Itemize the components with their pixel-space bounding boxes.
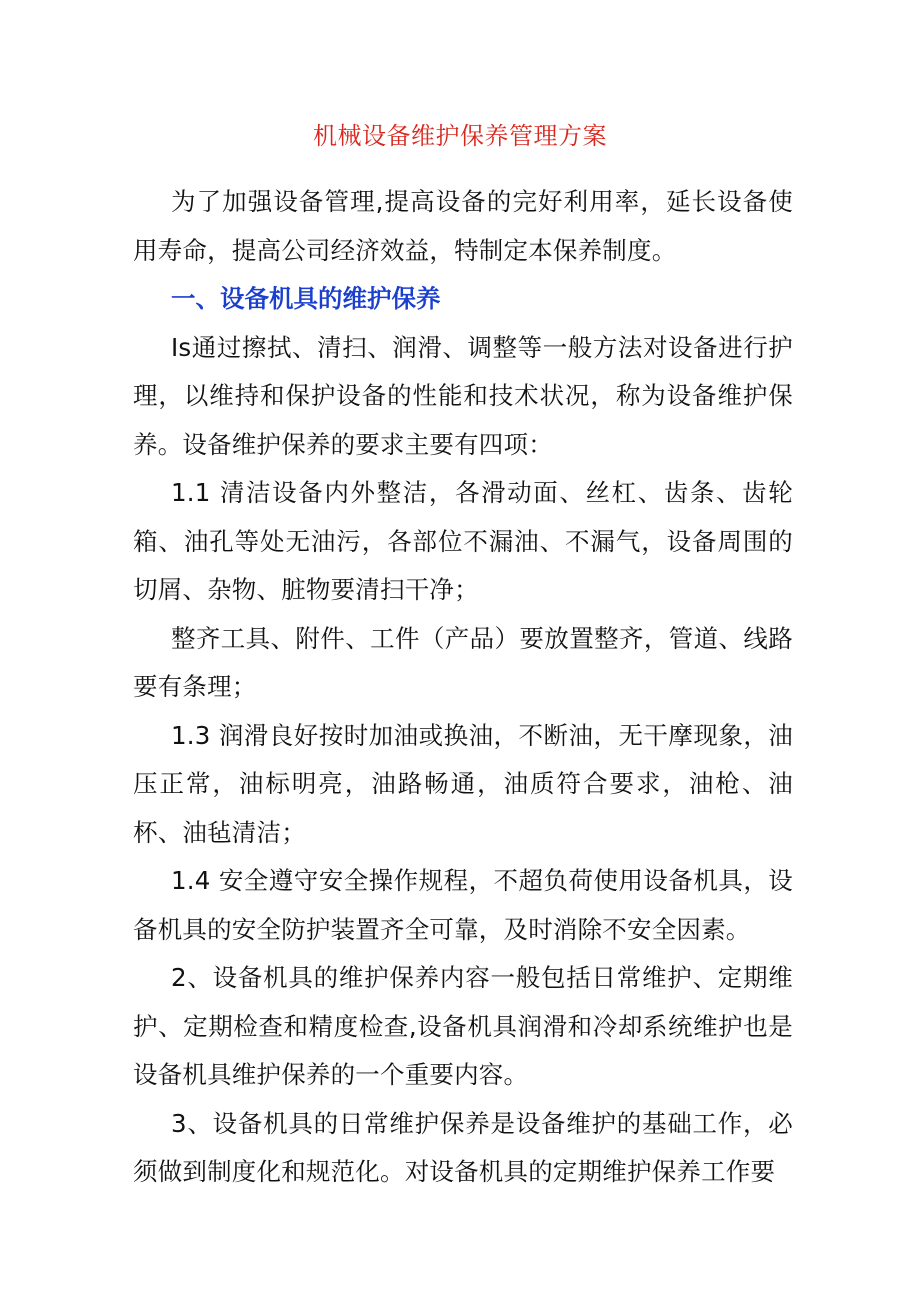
paragraph-maintenance-definition: Is通过擦拭、清扫、润滑、调整等一般方法对设备进行护理，以维持和保护设备的性能和技术状况，称为设备维护保养。设备维护保养的要求主要有四项： bbox=[133, 332, 793, 459]
paragraph-safety: 1.4 安全遵守安全操作规程，不超负荷使用设备机具，设备机具的安全防护装置齐全可靠，及时消除不安全因素。 bbox=[133, 866, 793, 944]
paragraph-clean: 1.1 清洁设备内外整洁，各滑动面、丝杠、齿条、齿轮箱、油孔等处无油污，各部位不漏油、不漏气，设备周围的切屑、杂物、脏物要清扫干净； bbox=[133, 478, 793, 604]
paragraph-maintenance-content: 2、设备机具的维护保养内容一般包括日常维护、定期维护、定期检查和精度检查,设备机具润滑和冷却系统维护也是设备机具维护保养的一个重要内容。 bbox=[133, 963, 793, 1089]
section-heading: 一、设备机具的维护保养 bbox=[171, 284, 441, 313]
paragraph-lubrication: 1.3 润滑良好按时加油或换油，不断油，无干摩现象，油压正常，油标明亮，油路畅通，油质符合要求，油枪、油杯、油毡清洁； bbox=[133, 720, 793, 847]
paragraph-daily-maintenance: 3、设备机具的日常维护保养是设备维护的基础工作，必须做到制度化和规范化。对设备机具的定期维护保养工作要 bbox=[133, 1108, 793, 1186]
document-body bbox=[133, 178, 793, 1197]
intro-paragraph: 为了加强设备管理,提高设备的完好利用率，延长设备使用寿命，提高公司经济效益，特制定本保养制度。 bbox=[133, 187, 793, 265]
document-title: 机械设备维护保养管理方案 bbox=[313, 122, 607, 150]
paragraph-tidy: 整齐工具、附件、工件（产品）要放置整齐，管道、线路要有条理； bbox=[133, 623, 793, 701]
